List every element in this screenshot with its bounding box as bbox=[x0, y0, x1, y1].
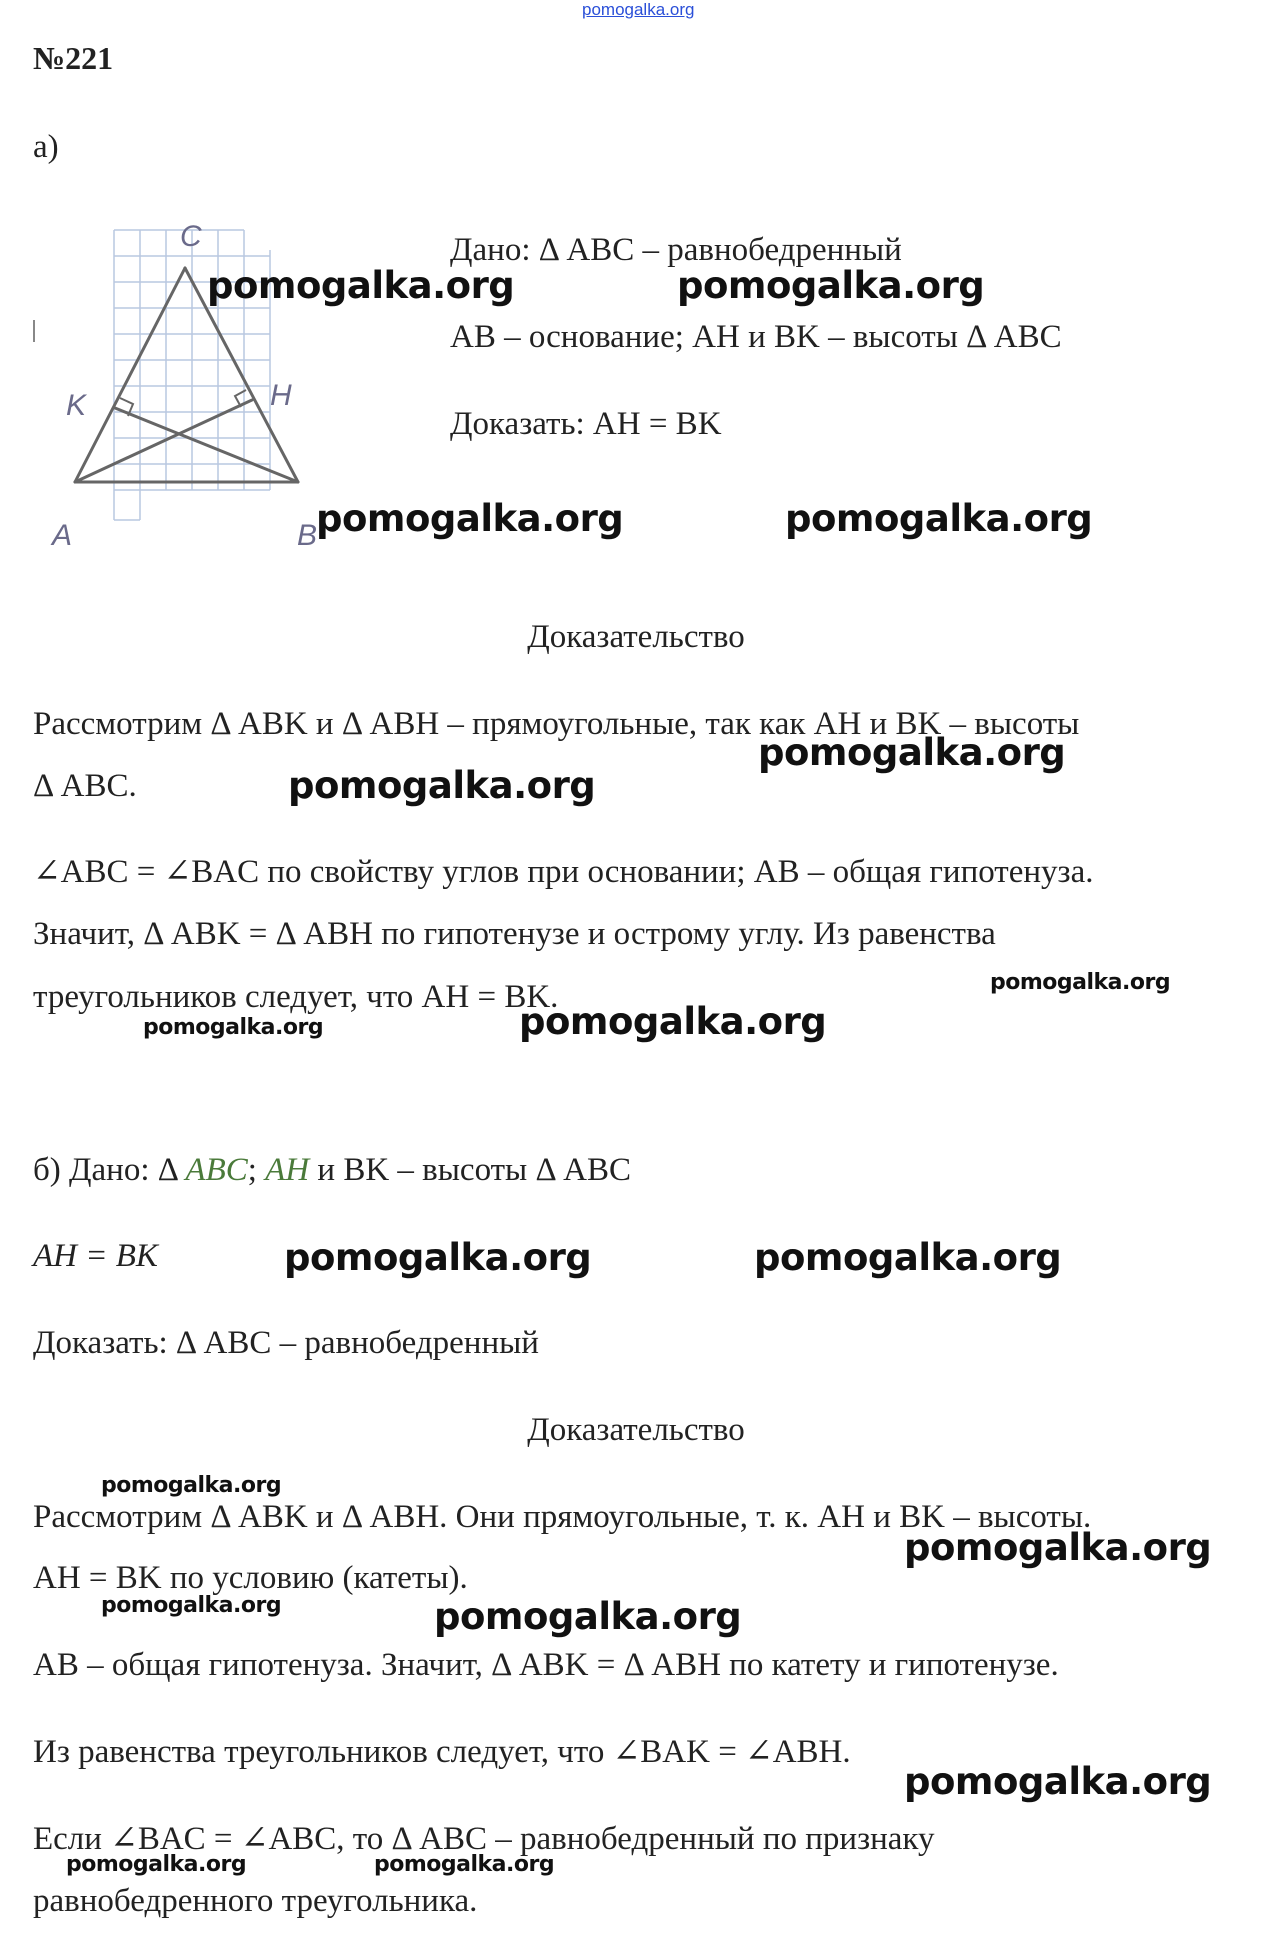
part-a-proof-line1: Рассмотрим Δ ABK и Δ ABH – прямоугольные, так как AH и BK – высоты bbox=[33, 706, 1080, 742]
vertex-label-b: B bbox=[297, 519, 318, 552]
watermark: pomogalka.org bbox=[101, 1593, 282, 1618]
part-b-prove: Доказать: Δ ABC – равнобедренный bbox=[33, 1325, 539, 1361]
part-b-proof-line5: Если ∠BAC = ∠ABC, то Δ ABC – равнобедренный по признаку bbox=[33, 1821, 935, 1857]
part-a-proof-line3: ∠ABC = ∠BAC по свойству углов при основании; AB – общая гипотенуза. bbox=[33, 854, 1094, 890]
watermark: pomogalka.org bbox=[434, 1595, 742, 1638]
watermark: pomogalka.org bbox=[101, 1473, 282, 1498]
part-a-proof-line4: Значит, Δ ABK = Δ ABH по гипотенузе и острому углу. Из равенства bbox=[33, 916, 996, 952]
part-b-given-ah: AH bbox=[265, 1152, 310, 1188]
watermark: pomogalka.org bbox=[990, 970, 1171, 995]
part-b-given-rest: и BK – высоты Δ ABC bbox=[309, 1152, 631, 1188]
watermark: pomogalka.org bbox=[754, 1236, 1062, 1279]
part-a-proof-heading: Доказательство bbox=[527, 619, 745, 655]
part-a-label: а) bbox=[33, 129, 59, 165]
watermark: pomogalka.org bbox=[785, 497, 1093, 540]
watermark: pomogalka.org bbox=[374, 1852, 555, 1877]
part-a-given-line1: Дано: Δ ABC – равнобедренный bbox=[450, 232, 902, 268]
part-b-proof-heading: Доказательство bbox=[527, 1412, 745, 1448]
watermark: pomogalka.org bbox=[207, 264, 515, 307]
watermark: pomogalka.org bbox=[316, 497, 624, 540]
site-header-link[interactable]: pomogalka.org bbox=[582, 0, 695, 19]
part-a-proof-line5: треугольников следует, что AH = BK. bbox=[33, 979, 559, 1015]
vertex-label-h: H bbox=[270, 379, 292, 412]
part-a-prove: Доказать: AH = BK bbox=[450, 406, 722, 442]
part-b-proof-line6: равнобедренного треугольника. bbox=[33, 1883, 478, 1919]
watermark: pomogalka.org bbox=[758, 731, 1066, 774]
part-b-proof-line3: AB – общая гипотенуза. Значит, Δ ABK = Δ ABH по катету и гипотенузе. bbox=[33, 1647, 1059, 1683]
watermark: pomogalka.org bbox=[519, 1000, 827, 1043]
part-b-given-line2: AH = BK bbox=[33, 1238, 158, 1274]
problem-number: №221 bbox=[33, 40, 114, 76]
part-b-proof-line2: AH = BK по условию (катеты). bbox=[33, 1560, 468, 1596]
triangle-figure bbox=[30, 210, 330, 560]
watermark: pomogalka.org bbox=[143, 1015, 324, 1040]
vertex-label-c: C bbox=[180, 220, 202, 253]
part-b-given-abc: ABC bbox=[185, 1152, 248, 1188]
part-b-given-prefix: б) Дано: Δ bbox=[33, 1152, 186, 1188]
watermark: pomogalka.org bbox=[66, 1852, 247, 1877]
part-b-given-line1 bbox=[33, 1150, 631, 1190]
watermark: pomogalka.org bbox=[677, 264, 985, 307]
watermark: pomogalka.org bbox=[904, 1760, 1212, 1803]
part-b-proof-line4: Из равенства треугольников следует, что ∠BAK = ∠ABH. bbox=[33, 1734, 851, 1770]
part-b-given-sep: ; bbox=[247, 1152, 266, 1188]
vertex-label-k: K bbox=[66, 389, 87, 422]
side-ac bbox=[75, 268, 185, 482]
watermark: pomogalka.org bbox=[904, 1526, 1212, 1569]
watermark: pomogalka.org bbox=[284, 1236, 592, 1279]
vertex-label-a: A bbox=[52, 519, 73, 552]
part-a-proof-line2: Δ ABC. bbox=[33, 768, 137, 804]
watermark: pomogalka.org bbox=[288, 764, 596, 807]
part-b-proof-line1: Рассмотрим Δ ABK и Δ ABH. Они прямоугольные, т. к. AH и BK – высоты. bbox=[33, 1499, 1092, 1535]
part-a-given-line2: AB – основание; AH и BK – высоты Δ ABC bbox=[450, 319, 1062, 355]
